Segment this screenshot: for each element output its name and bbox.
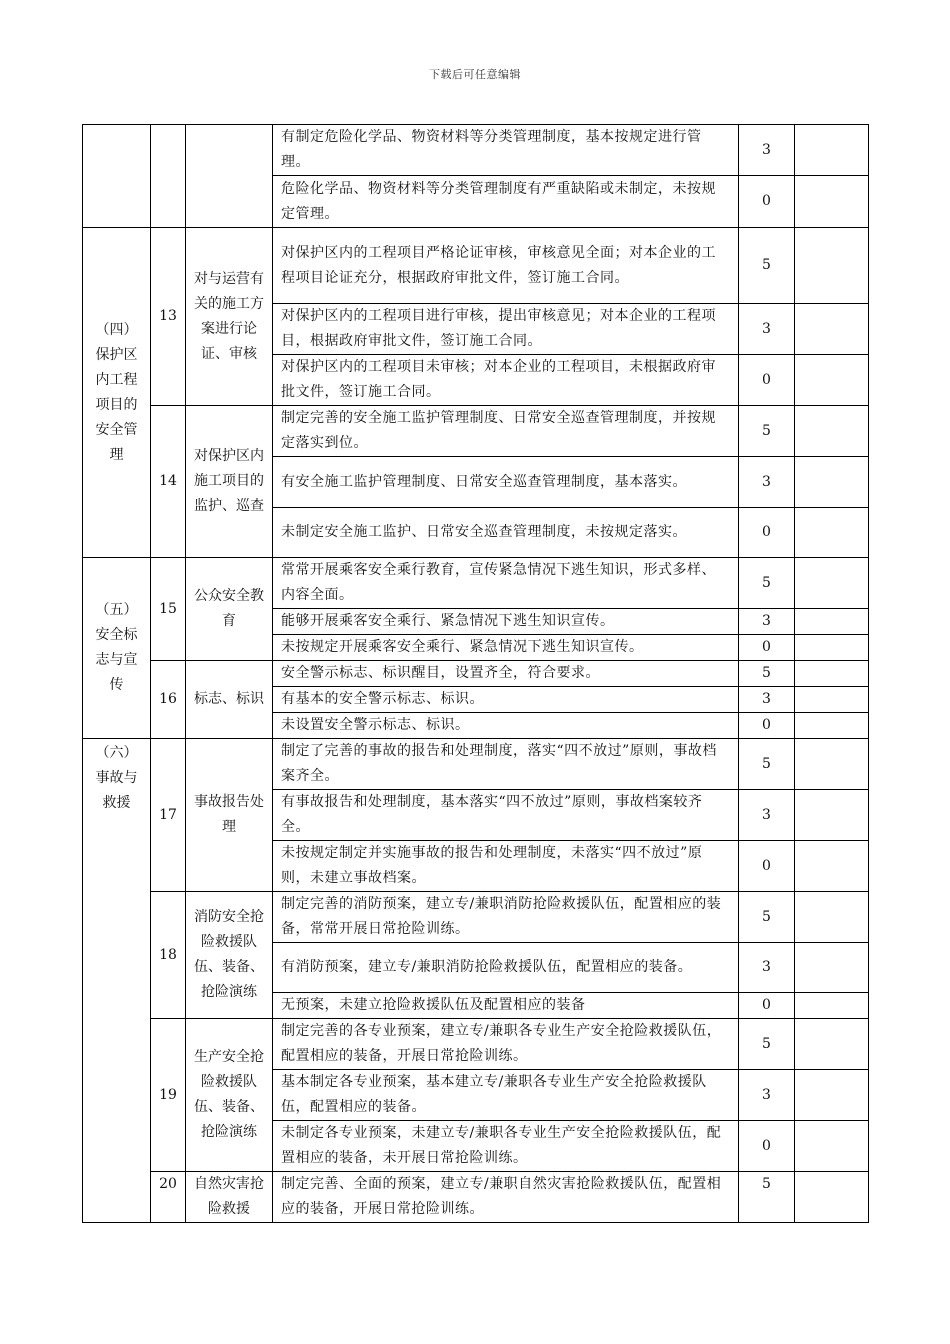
table-row bbox=[83, 661, 869, 687]
criteria-text: 有基本的安全警示标志、标识。 bbox=[273, 687, 739, 713]
blank-cell bbox=[795, 125, 869, 176]
item-name: 事故报告处理 bbox=[186, 739, 273, 892]
blank-cell bbox=[795, 713, 869, 739]
section-label: （五）安全标志与宣传 bbox=[83, 558, 151, 739]
item-name: 公众安全教育 bbox=[186, 558, 273, 661]
item-name: 标志、标识 bbox=[186, 661, 273, 739]
criteria-text: 对保护区内的工程项目进行审核，提出审核意见；对本企业的工程项目，根据政府审批文件，签订施工合同。 bbox=[273, 304, 739, 355]
item-number: 19 bbox=[151, 1019, 186, 1172]
score-value: 5 bbox=[739, 892, 795, 943]
item-name: 对保护区内施工项目的监护、巡查 bbox=[186, 406, 273, 558]
criteria-text: 未制定安全施工监护、日常安全巡查管理制度，未按规定落实。 bbox=[273, 508, 739, 558]
blank-cell bbox=[795, 355, 869, 406]
blank-cell bbox=[795, 304, 869, 355]
blank-cell bbox=[795, 558, 869, 609]
criteria-text: 无预案，未建立抢险救援队伍及配置相应的装备 bbox=[273, 993, 739, 1019]
score-value: 0 bbox=[739, 508, 795, 558]
criteria-text: 制定完善的各专业预案，建立专/兼职各专业生产安全抢险救援队伍，配置相应的装备，开展日常抢险训练。 bbox=[273, 1019, 739, 1070]
criteria-text: 常常开展乘客安全乘行教育，宣传紧急情况下逃生知识，形式多样、内容全面。 bbox=[273, 558, 739, 609]
item-number: 16 bbox=[151, 661, 186, 739]
criteria-text: 制定完善、全面的预案，建立专/兼职自然灾害抢险救援队伍，配置相应的装备，开展日常抢险训练。 bbox=[273, 1172, 739, 1223]
table-row bbox=[83, 739, 869, 790]
criteria-text: 未设置安全警示标志、标识。 bbox=[273, 713, 739, 739]
item-name: 对与运营有关的施工方案进行论证、审核 bbox=[186, 228, 273, 406]
criteria-text: 能够开展乘客安全乘行、紧急情况下逃生知识宣传。 bbox=[273, 609, 739, 635]
criteria-text: 安全警示标志、标识醒目，设置齐全，符合要求。 bbox=[273, 661, 739, 687]
score-value: 3 bbox=[739, 943, 795, 993]
score-value: 0 bbox=[739, 635, 795, 661]
criteria-text: 未制定各专业预案，未建立专/兼职各专业生产安全抢险救援队伍，配置相应的装备，未开展日常抢险训练。 bbox=[273, 1121, 739, 1172]
score-value: 3 bbox=[739, 687, 795, 713]
item-number: 14 bbox=[151, 406, 186, 558]
table-row bbox=[83, 406, 869, 457]
table-row bbox=[83, 892, 869, 943]
blank-cell bbox=[795, 1070, 869, 1121]
blank-cell bbox=[795, 687, 869, 713]
blank-cell bbox=[795, 635, 869, 661]
item-name: 消防安全抢险救援队伍、装备、抢险演练 bbox=[186, 892, 273, 1019]
blank-cell bbox=[795, 1019, 869, 1070]
blank-cell bbox=[795, 943, 869, 993]
blank-cell bbox=[795, 609, 869, 635]
score-value: 0 bbox=[739, 176, 795, 228]
blank-cell bbox=[795, 457, 869, 508]
score-value: 0 bbox=[739, 1121, 795, 1172]
table-row bbox=[83, 228, 869, 304]
item-number: 17 bbox=[151, 739, 186, 892]
blank-cell bbox=[795, 228, 869, 304]
item-name bbox=[186, 125, 273, 228]
score-value: 0 bbox=[739, 713, 795, 739]
criteria-text: 制定完善的消防预案，建立专/兼职消防抢险救援队伍，配置相应的装备，常常开展日常抢险训练。 bbox=[273, 892, 739, 943]
score-value: 5 bbox=[739, 1019, 795, 1070]
criteria-text: 对保护区内的工程项目严格论证审核，审核意见全面；对本企业的工程项目论证充分，根据政府审批文件，签订施工合同。 bbox=[273, 228, 739, 304]
page-header: 下载后可任意编辑 bbox=[429, 68, 521, 81]
criteria-text: 未按规定制定并实施事故的报告和处理制度，未落实“四不放过”原则，未建立事故档案。 bbox=[273, 841, 739, 892]
item-name: 生产安全抢险救援队伍、装备、抢险演练 bbox=[186, 1019, 273, 1172]
item-number: 15 bbox=[151, 558, 186, 661]
blank-cell bbox=[795, 508, 869, 558]
score-value: 3 bbox=[739, 609, 795, 635]
blank-cell bbox=[795, 661, 869, 687]
score-value: 5 bbox=[739, 661, 795, 687]
criteria-text: 未按规定开展乘客安全乘行、紧急情况下逃生知识宣传。 bbox=[273, 635, 739, 661]
item-number: 18 bbox=[151, 892, 186, 1019]
criteria-text: 有安全施工监护管理制度、日常安全巡查管理制度，基本落实。 bbox=[273, 457, 739, 508]
blank-cell bbox=[795, 176, 869, 228]
criteria-text: 有消防预案，建立专/兼职消防抢险救援队伍，配置相应的装备。 bbox=[273, 943, 739, 993]
criteria-text: 制定完善的安全施工监护管理制度、日常安全巡查管理制度，并按规定落实到位。 bbox=[273, 406, 739, 457]
table-row bbox=[83, 125, 869, 176]
table-row bbox=[83, 558, 869, 609]
section-label: （四）保护区内工程项目的安全管理 bbox=[83, 228, 151, 558]
item-number: 20 bbox=[151, 1172, 186, 1223]
score-value: 0 bbox=[739, 841, 795, 892]
blank-cell bbox=[795, 790, 869, 841]
table-row bbox=[83, 1172, 869, 1223]
section-cell bbox=[83, 125, 151, 228]
score-value: 0 bbox=[739, 355, 795, 406]
blank-cell bbox=[795, 739, 869, 790]
blank-cell bbox=[795, 892, 869, 943]
score-value: 5 bbox=[739, 1172, 795, 1223]
score-value: 3 bbox=[739, 304, 795, 355]
score-value: 3 bbox=[739, 1070, 795, 1121]
score-value: 3 bbox=[739, 790, 795, 841]
criteria-text: 对保护区内的工程项目未审核；对本企业的工程项目，未根据政府审批文件，签订施工合同。 bbox=[273, 355, 739, 406]
score-value: 3 bbox=[739, 125, 795, 176]
score-value: 5 bbox=[739, 558, 795, 609]
criteria-text: 基本制定各专业预案，基本建立专/兼职各专业生产安全抢险救援队伍，配置相应的装备。 bbox=[273, 1070, 739, 1121]
section-label: （六）事故与救援 bbox=[83, 739, 151, 1223]
item-number: 13 bbox=[151, 228, 186, 406]
criteria-text: 有事故报告和处理制度，基本落实“四不放过”原则，事故档案较齐全。 bbox=[273, 790, 739, 841]
score-value: 3 bbox=[739, 457, 795, 508]
item-number bbox=[151, 125, 186, 228]
item-name: 自然灾害抢险救援 bbox=[186, 1172, 273, 1223]
evaluation-table bbox=[82, 124, 869, 1223]
table-row bbox=[83, 1019, 869, 1070]
criteria-text: 有制定危险化学品、物资材料等分类管理制度，基本按规定进行管理。 bbox=[273, 125, 739, 176]
blank-cell bbox=[795, 841, 869, 892]
criteria-text: 制定了完善的事故的报告和处理制度，落实“四不放过”原则，事故档案齐全。 bbox=[273, 739, 739, 790]
blank-cell bbox=[795, 1172, 869, 1223]
blank-cell bbox=[795, 406, 869, 457]
blank-cell bbox=[795, 993, 869, 1019]
score-value: 5 bbox=[739, 406, 795, 457]
criteria-text: 危险化学品、物资材料等分类管理制度有严重缺陷或未制定，未按规定管理。 bbox=[273, 176, 739, 228]
score-value: 5 bbox=[739, 228, 795, 304]
blank-cell bbox=[795, 1121, 869, 1172]
score-value: 0 bbox=[739, 993, 795, 1019]
score-value: 5 bbox=[739, 739, 795, 790]
